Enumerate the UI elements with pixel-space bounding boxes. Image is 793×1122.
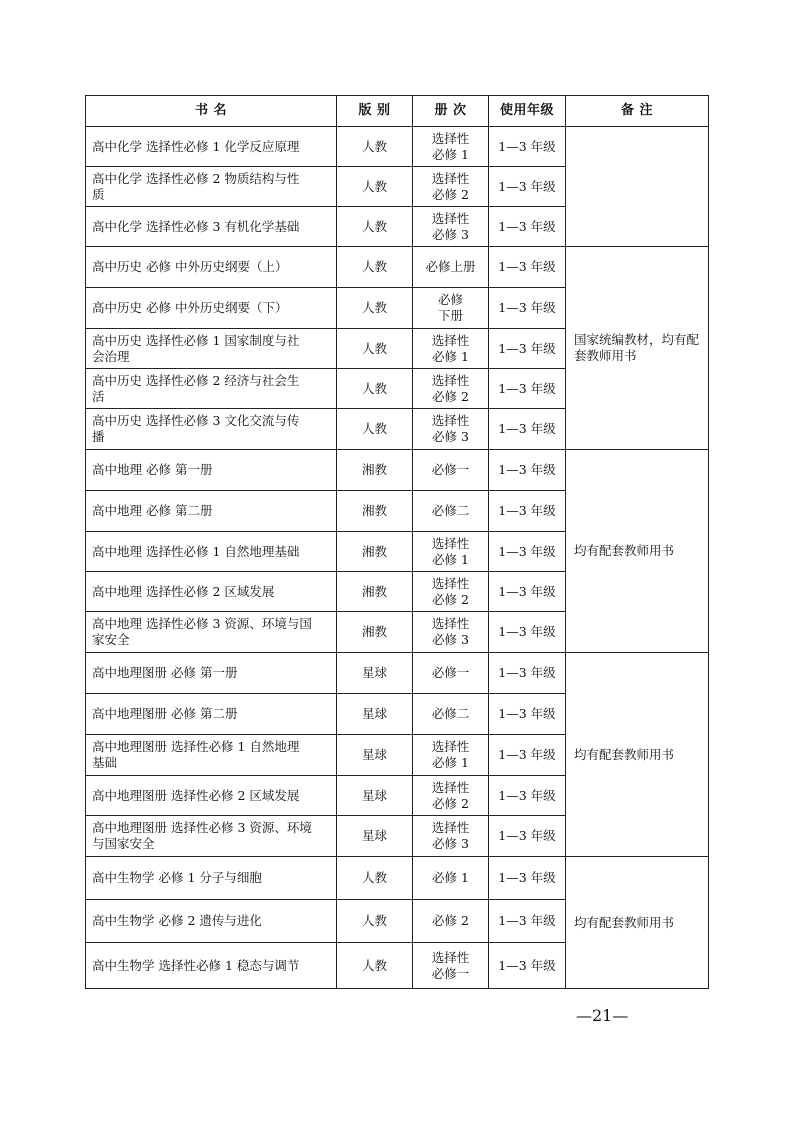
grade-text: 1—3 年级: [498, 218, 556, 234]
header-notes: 备 注: [566, 96, 709, 127]
grade-cell: [489, 776, 566, 816]
book-name-cell: [86, 288, 337, 329]
grade-text: 1—3 年级: [498, 747, 556, 762]
grade-cell: [489, 450, 566, 491]
grade-cell: [489, 329, 566, 369]
volume-cell: [413, 288, 489, 329]
publisher-cell: [337, 167, 413, 207]
grade-cell: [489, 943, 566, 989]
volume-text: 选择性 必修 3: [431, 210, 470, 242]
grade-cell: [489, 409, 566, 450]
book-name-text: 高中化学 选择性必修 3 有机化学基础: [92, 218, 300, 234]
table-row: [86, 653, 709, 694]
grade-cell: [489, 857, 566, 900]
book-name-cell: [86, 369, 337, 409]
table-body: [86, 127, 709, 989]
publisher-cell: [337, 491, 413, 532]
notes-cell: [566, 653, 709, 857]
volume-cell: [413, 127, 489, 167]
grade-cell: [489, 247, 566, 288]
book-name-text: 高中地理图册 必修 第二册: [92, 706, 238, 721]
book-name-cell: [86, 491, 337, 532]
grade-cell: [489, 816, 566, 857]
volume-cell: [413, 572, 489, 612]
publisher-cell: [337, 857, 413, 900]
book-name-text: 高中历史 必修 中外历史纲要（上）: [92, 259, 288, 274]
publisher-cell: [337, 694, 413, 735]
book-name-text: 高中地理图册 必修 第一册: [92, 665, 238, 680]
table-header: [86, 96, 709, 127]
volume-cell: [413, 857, 489, 900]
book-name-cell: [86, 450, 337, 491]
publisher-text: 人教: [361, 957, 387, 973]
publisher-text: 湘教: [361, 503, 387, 518]
volume-cell: [413, 207, 489, 247]
book-name-cell: [86, 127, 337, 167]
publisher-text: 湘教: [361, 543, 387, 559]
volume-text: 选择性 必修 2: [431, 372, 470, 404]
publisher-cell: [337, 329, 413, 369]
book-name-cell: [86, 943, 337, 989]
header-book-name: 书 名: [86, 96, 337, 127]
page-number: —21—: [576, 1006, 629, 1025]
header-publisher: 版 别: [337, 96, 413, 127]
book-name-text: 高中历史 必修 中外历史纲要（下）: [92, 300, 288, 315]
grade-text: 1—3 年级: [498, 259, 556, 274]
book-name-text: 高中生物学 必修 2 遗传与进化: [92, 913, 262, 928]
volume-cell: [413, 653, 489, 694]
grade-cell: [489, 900, 566, 943]
volume-text: 必修二: [431, 503, 470, 518]
volume-cell: [413, 491, 489, 532]
grade-cell: [489, 572, 566, 612]
volume-cell: [413, 612, 489, 653]
grade-text: 1—3 年级: [498, 787, 556, 803]
header-row: [86, 96, 709, 127]
publisher-text: 湘教: [361, 583, 387, 599]
volume-cell: [413, 329, 489, 369]
publisher-cell: [337, 288, 413, 329]
volume-text: 必修一: [431, 462, 470, 477]
grade-cell: [489, 369, 566, 409]
grade-text: 1—3 年级: [498, 421, 556, 436]
book-name-cell: [86, 572, 337, 612]
volume-cell: [413, 816, 489, 857]
header-volume: 册 次: [413, 96, 489, 127]
grade-text: 1—3 年级: [498, 706, 556, 721]
grade-cell: [489, 694, 566, 735]
book-name-text: 高中地理图册 选择性必修 2 区域发展: [92, 787, 300, 803]
notes-text: 均有配套教师用书: [574, 914, 675, 930]
book-name-cell: [86, 409, 337, 450]
grade-text: 1—3 年级: [498, 543, 556, 559]
volume-text: 选择性 必修 1: [431, 332, 470, 364]
book-name-text: 高中生物学 选择性必修 1 稳态与调节: [92, 957, 300, 973]
book-name-cell: [86, 207, 337, 247]
publisher-text: 星球: [361, 665, 387, 680]
book-name-cell: [86, 247, 337, 288]
grade-text: 1—3 年级: [498, 828, 556, 843]
grade-text: 1—3 年级: [498, 462, 556, 477]
grade-cell: [489, 167, 566, 207]
volume-cell: [413, 735, 489, 776]
book-name-cell: [86, 857, 337, 900]
table-row: [86, 857, 709, 900]
publisher-cell: [337, 532, 413, 572]
book-name-text: 高中地理 选择性必修 3 资源、环境与国 家安全: [92, 616, 312, 647]
publisher-text: 人教: [361, 138, 387, 154]
volume-cell: [413, 900, 489, 943]
book-name-cell: [86, 167, 337, 207]
book-name-cell: [86, 532, 337, 572]
grade-text: 1—3 年级: [498, 583, 556, 599]
publisher-text: 人教: [361, 178, 387, 194]
book-name-text: 高中历史 选择性必修 3 文化交流与传 播: [92, 413, 300, 444]
grade-cell: [489, 491, 566, 532]
volume-text: 选择性 必修一: [431, 949, 470, 981]
grade-cell: [489, 653, 566, 694]
grade-text: 1—3 年级: [498, 178, 556, 194]
publisher-text: 人教: [361, 259, 387, 274]
publisher-text: 湘教: [361, 624, 387, 639]
publisher-cell: [337, 450, 413, 491]
volume-text: 选择性 必修 1: [431, 739, 470, 770]
book-name-text: 高中地理 选择性必修 1 自然地理基础: [92, 543, 300, 559]
volume-cell: [413, 943, 489, 989]
book-name-cell: [86, 776, 337, 816]
volume-text: 必修 2: [432, 913, 469, 928]
book-name-cell: [86, 816, 337, 857]
volume-cell: [413, 450, 489, 491]
notes-cell: [566, 450, 709, 653]
volume-text: 必修上册: [425, 259, 476, 274]
publisher-text: 人教: [361, 218, 387, 234]
volume-cell: [413, 167, 489, 207]
publisher-text: 人教: [361, 913, 387, 928]
volume-text: 选择性 必修 3: [431, 616, 470, 647]
grade-text: 1—3 年级: [498, 913, 556, 928]
publisher-cell: [337, 369, 413, 409]
book-name-text: 高中地理图册 选择性必修 3 资源、环境 与国家安全: [92, 820, 312, 851]
book-name-cell: [86, 612, 337, 653]
volume-cell: [413, 532, 489, 572]
book-name-cell: [86, 329, 337, 369]
publisher-text: 星球: [361, 787, 387, 803]
publisher-cell: [337, 207, 413, 247]
volume-cell: [413, 369, 489, 409]
volume-text: 选择性 必修 3: [431, 820, 470, 851]
grade-text: 1—3 年级: [498, 340, 556, 356]
header-grade: 使用年级: [489, 96, 566, 127]
book-name-text: 高中化学 选择性必修 2 物质结构与性 质: [92, 170, 300, 202]
notes-text: 均有配套教师用书: [574, 746, 675, 762]
volume-text: 选择性 必修 2: [431, 575, 470, 607]
book-name-cell: [86, 694, 337, 735]
publisher-cell: [337, 247, 413, 288]
publisher-cell: [337, 409, 413, 450]
volume-text: 选择性 必修 3: [431, 413, 470, 444]
book-name-text: 高中地理 必修 第二册: [92, 503, 213, 518]
grade-text: 1—3 年级: [498, 138, 556, 154]
publisher-text: 人教: [361, 421, 387, 436]
book-name-text: 高中生物学 必修 1 分子与细胞: [92, 870, 262, 885]
grade-cell: [489, 612, 566, 653]
volume-cell: [413, 247, 489, 288]
grade-cell: [489, 127, 566, 167]
volume-text: 必修 1: [432, 870, 469, 885]
publisher-cell: [337, 572, 413, 612]
publisher-cell: [337, 653, 413, 694]
volume-text: 必修一: [431, 665, 470, 680]
notes-cell: [566, 127, 709, 247]
grade-text: 1—3 年级: [498, 380, 556, 396]
publisher-cell: [337, 612, 413, 653]
book-name-text: 高中地理图册 选择性必修 1 自然地理 基础: [92, 739, 300, 770]
volume-cell: [413, 409, 489, 450]
publisher-cell: [337, 900, 413, 943]
volume-text: 必修 下册: [437, 292, 463, 323]
publisher-text: 人教: [361, 870, 387, 885]
volume-text: 选择性 必修 2: [431, 170, 470, 202]
grade-text: 1—3 年级: [498, 665, 556, 680]
notes-cell: [566, 857, 709, 989]
table-row: [86, 127, 709, 167]
publisher-cell: [337, 943, 413, 989]
publisher-text: 人教: [361, 300, 387, 315]
book-name-text: 高中历史 选择性必修 2 经济与社会生 活: [92, 372, 300, 404]
volume-text: 必修二: [431, 706, 470, 721]
grade-cell: [489, 288, 566, 329]
grade-cell: [489, 207, 566, 247]
book-name-text: 高中化学 选择性必修 1 化学反应原理: [92, 138, 300, 154]
grade-text: 1—3 年级: [498, 957, 556, 973]
publisher-text: 星球: [361, 747, 387, 762]
volume-text: 选择性 必修 2: [431, 779, 470, 811]
publisher-cell: [337, 816, 413, 857]
table-row: [86, 247, 709, 288]
grade-cell: [489, 735, 566, 776]
grade-text: 1—3 年级: [498, 300, 556, 315]
book-name-text: 高中地理 选择性必修 2 区域发展: [92, 583, 275, 599]
book-name-text: 高中地理 必修 第一册: [92, 462, 213, 477]
grade-cell: [489, 532, 566, 572]
grade-text: 1—3 年级: [498, 624, 556, 639]
notes-cell: [566, 247, 709, 450]
textbook-table: [85, 95, 709, 989]
volume-text: 选择性 必修 1: [431, 130, 470, 162]
publisher-text: 星球: [361, 828, 387, 843]
publisher-text: 人教: [361, 340, 387, 356]
publisher-text: 湘教: [361, 462, 387, 477]
publisher-cell: [337, 776, 413, 816]
publisher-cell: [337, 735, 413, 776]
notes-text: 国家统编教材，均有配 套教师用书: [574, 332, 700, 363]
volume-cell: [413, 776, 489, 816]
volume-text: 选择性 必修 1: [431, 535, 470, 567]
table-row: [86, 450, 709, 491]
book-name-text: 高中历史 选择性必修 1 国家制度与社 会治理: [92, 332, 300, 364]
grade-text: 1—3 年级: [498, 870, 556, 885]
book-name-cell: [86, 735, 337, 776]
book-name-cell: [86, 900, 337, 943]
publisher-text: 星球: [361, 706, 387, 721]
volume-cell: [413, 694, 489, 735]
publisher-cell: [337, 127, 413, 167]
publisher-text: 人教: [361, 380, 387, 396]
book-name-cell: [86, 653, 337, 694]
notes-text: 均有配套教师用书: [574, 543, 675, 558]
grade-text: 1—3 年级: [498, 503, 556, 518]
